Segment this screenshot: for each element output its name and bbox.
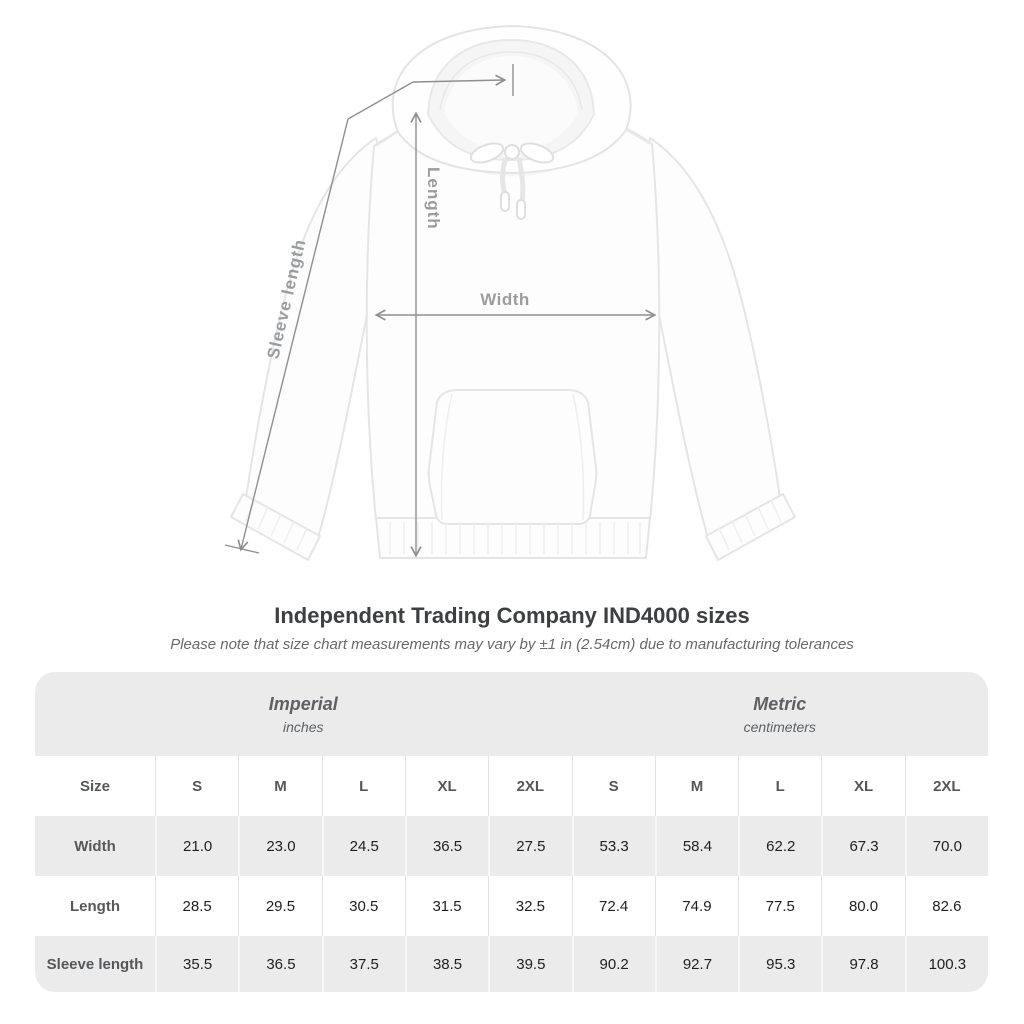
metric-label: Metric xyxy=(753,693,807,714)
table-cell: 24.5 xyxy=(322,816,405,876)
metric-unit: centimeters xyxy=(743,718,816,735)
table-cell: 27.5 xyxy=(488,816,571,876)
table-cell: 62.2 xyxy=(738,816,821,876)
table-cell: 80.0 xyxy=(821,876,904,936)
table-cell: 70.0 xyxy=(905,816,988,876)
table-cell: 67.3 xyxy=(821,816,904,876)
size-header-cell: 2XL xyxy=(905,756,988,816)
size-corner-header: Size xyxy=(79,777,110,795)
imperial-group-header xyxy=(35,672,572,756)
table-cell: 30.5 xyxy=(322,876,405,936)
table-cell: 90.2 xyxy=(572,936,655,992)
width-measure-label: Width xyxy=(480,290,530,309)
table-cell: 23.0 xyxy=(238,816,321,876)
size-header-row xyxy=(35,756,988,816)
size-chart-table xyxy=(35,672,988,992)
table-cell: 21.0 xyxy=(155,816,238,876)
table-row-width xyxy=(35,816,988,876)
unit-group-row xyxy=(35,672,988,756)
row-label: Width xyxy=(74,837,116,855)
table-row-length xyxy=(35,876,988,936)
table-cell: 97.8 xyxy=(821,936,904,992)
tolerance-note: Please note that size chart measurements may vary by ±1 in (2.54cm) due to manufacturing tolerances xyxy=(170,636,854,653)
table-cell: 36.5 xyxy=(238,936,321,992)
size-header-cell: L xyxy=(738,756,821,816)
size-header-cell: M xyxy=(655,756,738,816)
table-cell: 39.5 xyxy=(488,936,571,992)
sleeve-length-measure-label: Sleeve length xyxy=(263,237,310,361)
table-cell: 32.5 xyxy=(488,876,571,936)
table-cell: 74.9 xyxy=(655,876,738,936)
table-cell: 37.5 xyxy=(322,936,405,992)
imperial-label: Imperial xyxy=(268,693,338,714)
table-cell: 100.3 xyxy=(905,936,988,992)
table-cell: 82.6 xyxy=(905,876,988,936)
size-header-cell: S xyxy=(572,756,655,816)
size-header-cell: XL xyxy=(405,756,488,816)
hoodie-pocket xyxy=(429,390,597,524)
hoodie-left-sleeve xyxy=(246,138,382,538)
table-cell: 77.5 xyxy=(738,876,821,936)
table-cell: 31.5 xyxy=(405,876,488,936)
size-header-cell: S xyxy=(155,756,238,816)
size-header-cell: M xyxy=(238,756,321,816)
table-cell: 53.3 xyxy=(572,816,655,876)
length-measure-label: Length xyxy=(424,167,443,230)
table-cell: 29.5 xyxy=(238,876,321,936)
table-cell: 92.7 xyxy=(655,936,738,992)
size-header-cell: 2XL xyxy=(488,756,571,816)
table-cell: 58.4 xyxy=(655,816,738,876)
table-cell: 72.4 xyxy=(572,876,655,936)
table-cell: 35.5 xyxy=(155,936,238,992)
table-row-sleeve-length xyxy=(35,936,988,992)
table-cell: 36.5 xyxy=(405,816,488,876)
hoodie-right-sleeve xyxy=(644,138,780,538)
size-header-cell: XL xyxy=(821,756,904,816)
row-label: Sleeve length xyxy=(46,955,144,973)
table-cell: 38.5 xyxy=(405,936,488,992)
row-label: Length xyxy=(70,897,120,915)
table-cell: 95.3 xyxy=(738,936,821,992)
metric-group-header xyxy=(572,672,989,756)
table-cell: 28.5 xyxy=(155,876,238,936)
page-title: Independent Trading Company IND4000 sizes xyxy=(274,603,750,628)
imperial-unit: inches xyxy=(283,718,324,735)
size-header-cell: L xyxy=(322,756,405,816)
